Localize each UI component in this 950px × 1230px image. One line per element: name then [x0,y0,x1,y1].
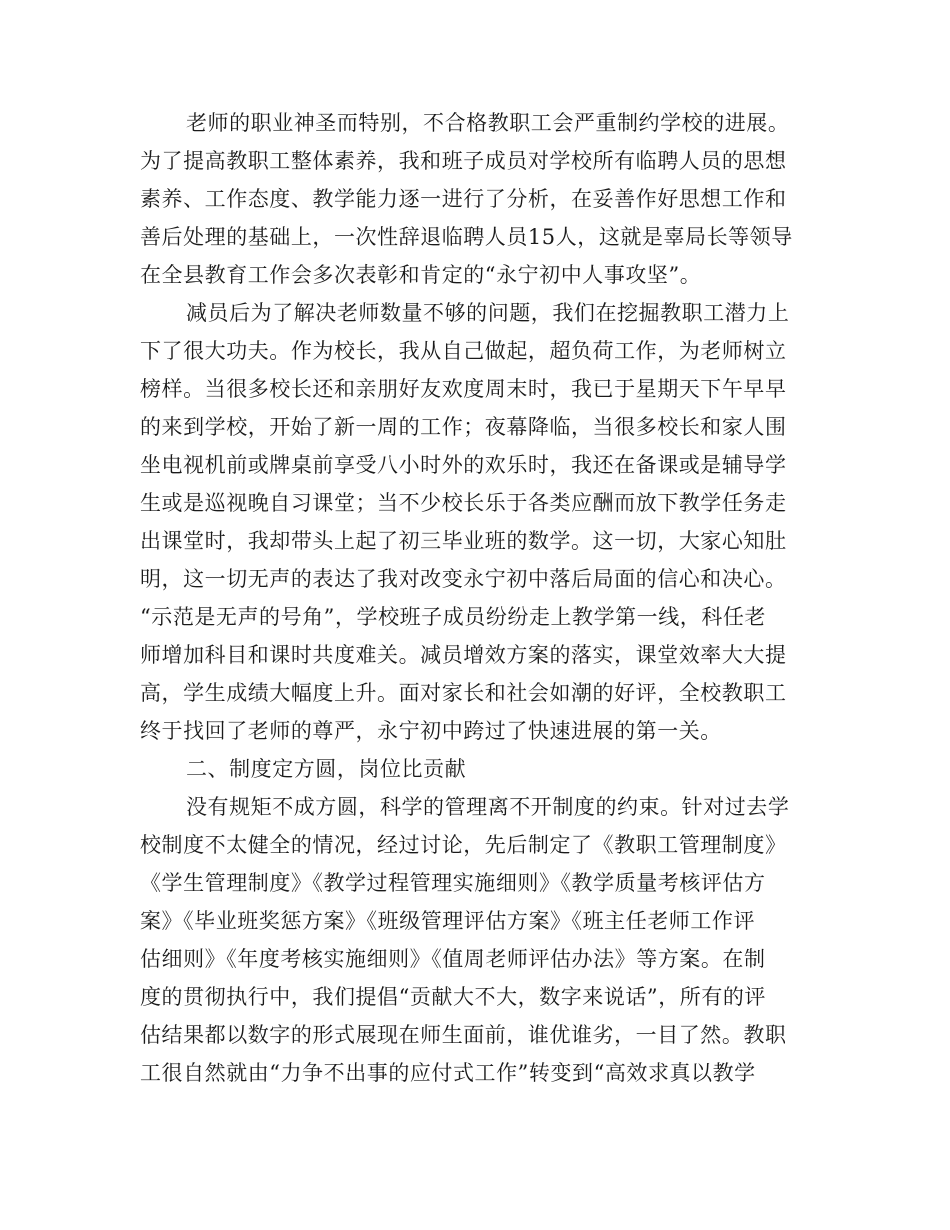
paragraph-line: 校制度不太健全的情况，经过讨论，先后制定了《教职工管理制度》 [140,833,787,857]
paragraph-line: 素养、工作态度、教学能力逐一进行了分析，在妥善作好思想工作和 [140,187,787,211]
paragraph-line: 在全县教育工作会多次表彰和肯定的“永宁初中人事攻坚”。 [140,263,702,287]
paragraph-line: 《学生管理制度》《教学过程管理实施细则》《教学质量考核评估方 [140,871,766,895]
paragraph-line: 善后处理的基础上，一次性辞退临聘人员15人，这就是辜局长等领导 [140,225,793,249]
paragraph-line: 下了很大功夫。作为校长，我从自己做起，超负荷工作，为老师树立 [140,339,787,363]
paragraph-line: 明，这一切无声的表达了我对改变永宁初中落后局面的信心和决心。 [140,567,787,591]
paragraph-line: 坐电视机前或牌桌前享受八小时外的欢乐时，我还在备课或是辅导学 [140,453,787,477]
paragraph-line: 榜样。当很多校长还和亲朋好友欢度周末时，我已于星期天下午早早 [140,377,787,401]
paragraph-line: 生或是巡视晚自习课堂；当不少校长乐于各类应酬而放下教学任务走 [140,491,787,515]
paragraph-line: “示范是无声的号角”，学校班子成员纷纷走上教学第一线，科任老 [140,605,766,629]
paragraph-line: 为了提高教职工整体素养，我和班子成员对学校所有临聘人员的思想 [140,149,787,173]
paragraph-line: 估细则》《年度考核实施细则》《值周老师评估办法》等方案。在制 [140,947,766,971]
paragraph-line: 出课堂时，我却带头上起了初三毕业班的数学。这一切，大家心知肚 [140,529,787,553]
paragraph-line: 度的贯彻执行中，我们提倡“贡献大不大，数字来说话”，所有的评 [140,985,766,1009]
section-heading: 二、制度定方圆，岗位比贡献 [186,757,467,781]
paragraph-line: 工很自然就由“力争不出事的应付式工作”转变到“高效求真以教学 [140,1061,756,1085]
paragraph-line: 高，学生成绩大幅度上升。面对家长和社会如潮的好评，全校教职工 [140,681,787,705]
paragraph-line: 估结果都以数字的形式展现在师生面前，谁优谁劣，一目了然。教职 [140,1023,787,1047]
paragraph-line: 的来到学校，开始了新一周的工作；夜幕降临，当很多校长和家人围 [140,415,787,439]
paragraph-line: 终于找回了老师的尊严，永宁初中跨过了快速进展的第一关。 [140,719,722,743]
paragraph-line: 没有规矩不成方圆，科学的管理离不开制度的约束。针对过去学 [186,795,790,819]
document-body [140,104,800,1092]
paragraph-line: 老师的职业神圣而特别，不合格教职工会严重制约学校的进展。 [186,111,790,135]
paragraph-line: 案》《毕业班奖惩方案》《班级管理评估方案》《班主任老师工作评 [140,909,755,933]
paragraph-line: 师增加科目和课时共度难关。减员增效方案的落实，课堂效率大大提 [140,643,787,667]
paragraph-line: 减员后为了解决老师数量不够的问题，我们在挖掘教职工潜力上 [186,301,790,325]
